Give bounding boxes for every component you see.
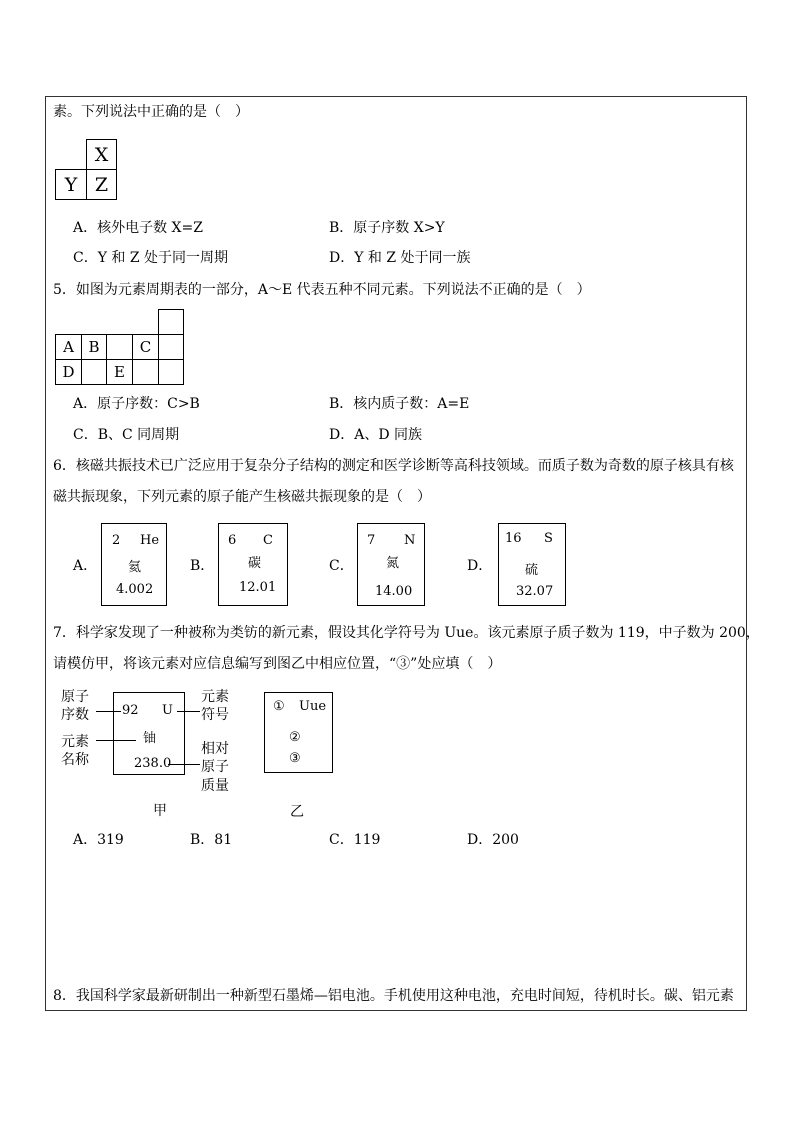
- q6-option-c-card[interactable]: [357, 523, 425, 606]
- label-element-name-1: 元素: [61, 734, 89, 750]
- q6-option-b-card[interactable]: [218, 523, 288, 606]
- q5-option-b[interactable]: B．核内质子数：A=E: [329, 396, 470, 412]
- caption-jia: 甲: [153, 803, 167, 819]
- element-symbol: S: [544, 531, 553, 546]
- q5-cell-empty-3: [81, 359, 107, 385]
- jia-element-card: [113, 692, 185, 775]
- element-name: 氮: [386, 556, 400, 571]
- element-name: 硫: [525, 563, 539, 578]
- q5-cell-b: B: [81, 334, 107, 360]
- q6-option-a-card[interactable]: [101, 523, 167, 606]
- q5-cell-e: E: [106, 359, 133, 385]
- element-symbol: He: [140, 533, 160, 548]
- label-element-name-2: 名称: [61, 752, 89, 768]
- element-name: 碳: [248, 556, 262, 571]
- q4-stem: 素。下列说法中正确的是（ ）: [53, 104, 249, 120]
- yi-element-symbol: Uue: [299, 699, 327, 714]
- atomic-number: 7: [367, 533, 376, 548]
- leader-line-symbol: [177, 711, 200, 712]
- caption-yi: 乙: [290, 804, 304, 820]
- q6-option-b-letter[interactable]: B．: [190, 558, 215, 574]
- atomic-number: 2: [112, 533, 121, 548]
- q7-option-b[interactable]: B．81: [190, 832, 233, 848]
- q4-option-d[interactable]: D．Y 和 Z 处于同一族: [329, 250, 471, 266]
- q5-cell-empty-1: [106, 334, 133, 360]
- yi-circle-2: ②: [289, 730, 301, 745]
- atomic-mass: 32.07: [516, 584, 554, 599]
- q4-cell-y: Y: [55, 169, 87, 200]
- atomic-number: 6: [228, 533, 237, 548]
- label-relative-mass-1: 相对: [201, 741, 229, 757]
- yi-circle-3: ③: [289, 751, 301, 766]
- q7-option-a[interactable]: A．319: [73, 832, 124, 848]
- atomic-number: 16: [505, 531, 522, 546]
- q5-option-d[interactable]: D．A、D 同族: [329, 427, 423, 443]
- q7-option-c[interactable]: C．119: [329, 832, 381, 848]
- q6-option-d-card[interactable]: [498, 523, 566, 606]
- q6-stem-line1: 6．核磁共振技术已广泛应用于复杂分子结构的测定和医学诊断等高科技领域。而质子数为奇数的原子核具有核: [53, 458, 734, 474]
- q6-option-c-letter[interactable]: C．: [329, 558, 354, 574]
- q5-cell-top: [158, 309, 184, 335]
- atomic-mass: 12.01: [239, 580, 277, 595]
- q4-cell-x: X: [86, 139, 117, 170]
- leader-line-name: [96, 740, 136, 741]
- atomic-mass: 4.002: [116, 582, 154, 597]
- leader-line-mass: [168, 764, 200, 765]
- element-symbol: C: [263, 533, 273, 548]
- q5-cell-empty-4: [132, 359, 159, 385]
- label-element-symbol-2: 符号: [201, 707, 229, 723]
- jia-atomic-mass: 238.0: [134, 756, 172, 771]
- element-symbol: N: [404, 533, 416, 548]
- q5-stem: 5．如图为元素周期表的一部分，A～E 代表五种不同元素。下列说法不正确的是（ ）: [53, 282, 591, 298]
- q7-option-d[interactable]: D．200: [467, 832, 519, 848]
- yi-element-card: [264, 692, 333, 773]
- q5-cell-c: C: [132, 334, 159, 360]
- label-atomic-number-1: 原子: [61, 689, 89, 705]
- jia-atomic-number: 92: [122, 703, 139, 718]
- label-relative-mass-2: 原子: [201, 759, 229, 775]
- q4-option-c[interactable]: C．Y 和 Z 处于同一周期: [73, 250, 229, 266]
- yi-circle-1: ①: [273, 699, 285, 714]
- q5-cell-empty-5: [158, 359, 184, 385]
- jia-element-symbol: U: [162, 703, 173, 718]
- q7-stem-line2: 请模仿甲，将该元素对应信息编写到图乙中相应位置，“③”处应填（ ）: [53, 656, 502, 672]
- q4-cell-z: Z: [86, 169, 117, 200]
- atomic-mass: 14.00: [375, 584, 413, 599]
- q5-option-a[interactable]: A．原子序数：C>B: [73, 396, 200, 412]
- q8-stem-line1: 8．我国科学家最新研制出一种新型石墨烯—铝电池。手机使用这种电池，充电时间短，待机时长。碳、铝元素: [53, 988, 734, 1004]
- q4-option-a[interactable]: A．核外电子数 X=Z: [73, 220, 203, 236]
- q5-cell-empty-2: [158, 334, 184, 360]
- jia-element-name: 铀: [143, 731, 157, 746]
- label-element-symbol-1: 元素: [201, 689, 229, 705]
- q5-cell-a: A: [55, 334, 82, 360]
- label-atomic-number-2: 序数: [61, 707, 89, 723]
- q5-cell-d: D: [55, 359, 82, 385]
- q6-option-a-letter[interactable]: A．: [73, 558, 98, 574]
- q6-stem-line2: 磁共振现象，下列元素的原子能产生核磁共振现象的是（ ）: [53, 489, 431, 505]
- leader-line-number: [96, 711, 121, 712]
- element-name: 氦: [128, 560, 142, 575]
- q7-stem-line1: 7．科学家发现了一种被称为类钫的新元素，假设其化学符号为 Uue。该元素原子质子数为 119，中子数为 200，: [53, 625, 760, 641]
- q4-option-b[interactable]: B．原子序数 X>Y: [329, 220, 445, 236]
- label-relative-mass-3: 质量: [201, 778, 229, 794]
- q5-option-c[interactable]: C．B、C 同周期: [73, 427, 180, 443]
- q6-option-d-letter[interactable]: D．: [467, 558, 493, 574]
